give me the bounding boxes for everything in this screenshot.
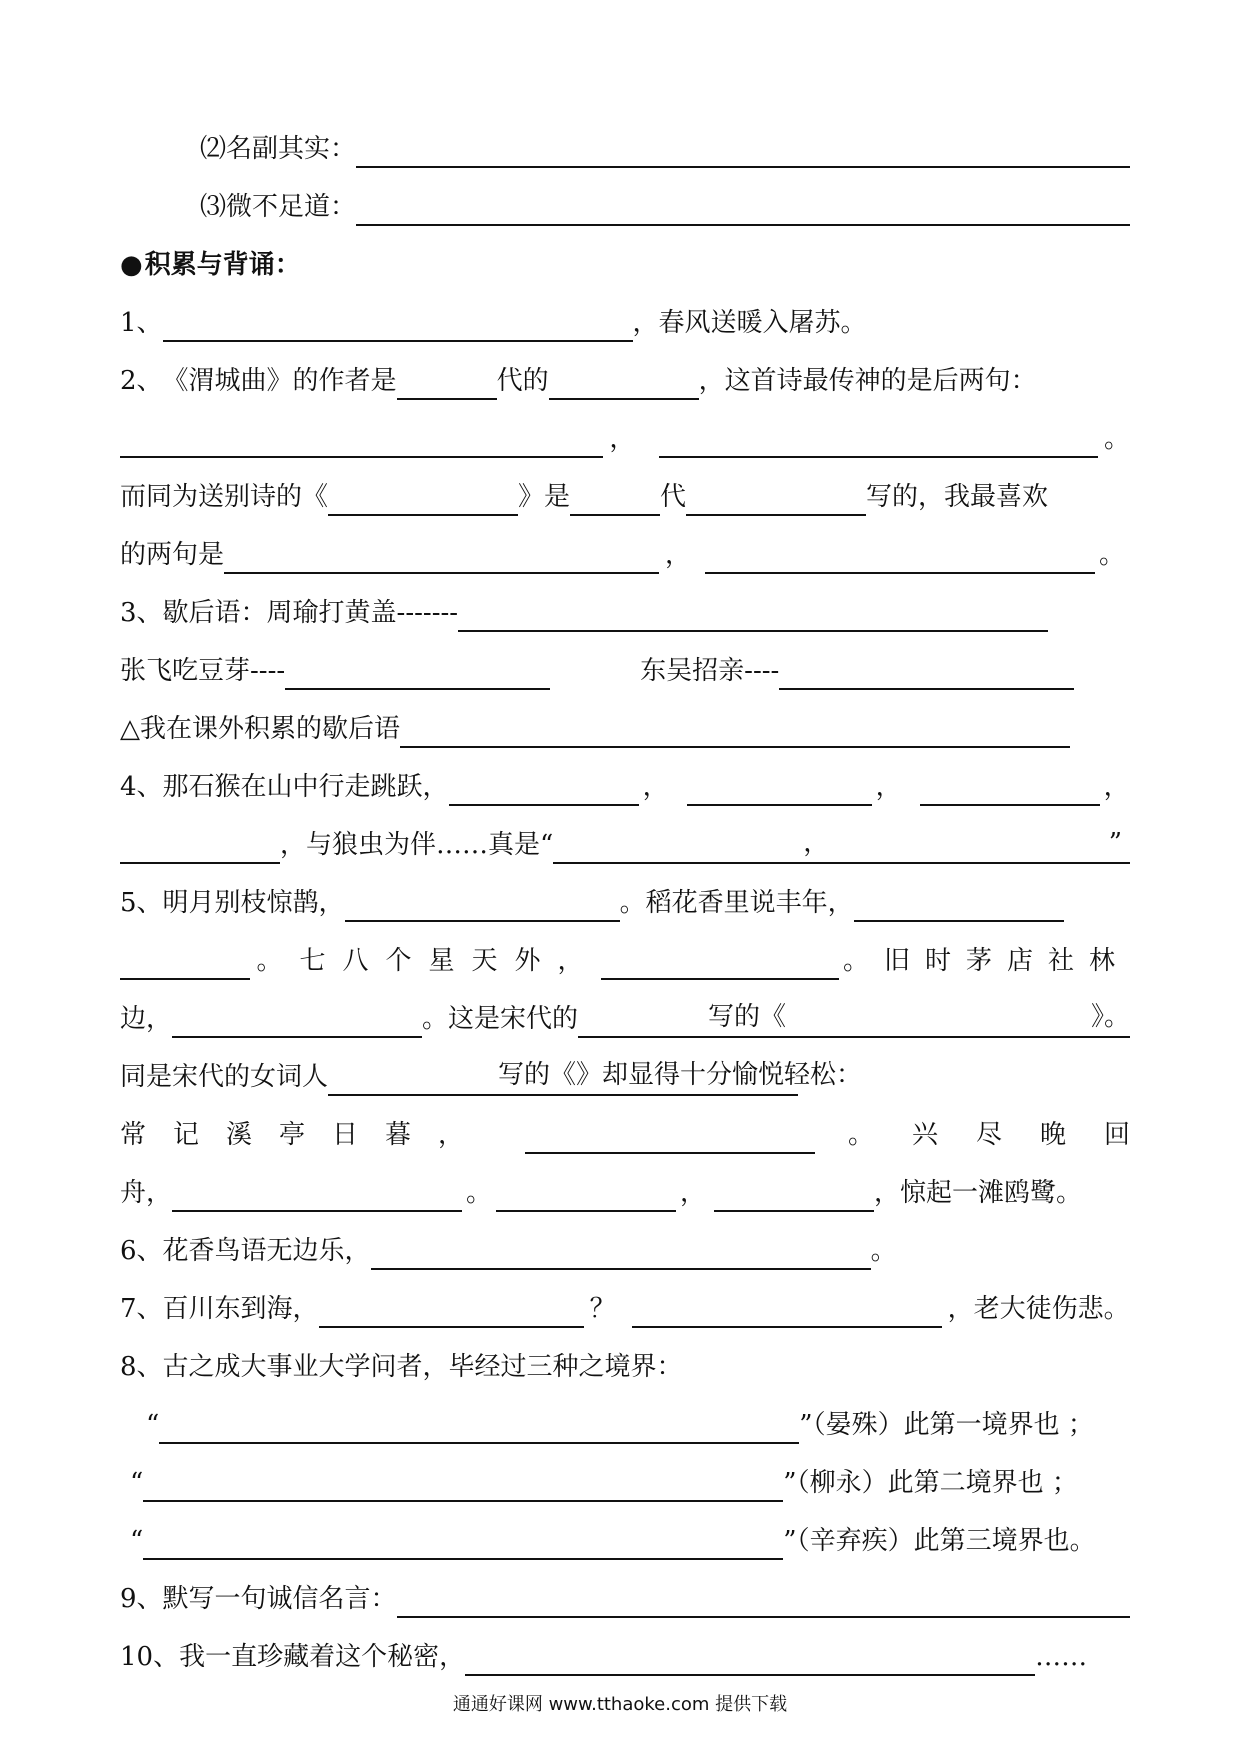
q5-text12: 常记溪亭日暮， [120, 1120, 492, 1150]
q8-blank-2[interactable] [143, 1464, 783, 1502]
q8-line1 [120, 1336, 1130, 1386]
q5-text15: 。 [466, 1178, 493, 1208]
q4-blank-3[interactable] [920, 768, 1100, 806]
q1-blank[interactable] [163, 304, 633, 342]
q2-line2 [120, 408, 1130, 458]
line-item3 [120, 176, 1130, 226]
q6-text1: 花香鸟语无边乐， [162, 1236, 371, 1266]
q2-period2: 。 [1099, 540, 1126, 570]
q3-text4: △我在课外积累的歇后语 [120, 714, 400, 744]
q10-ellipsis: …… [1035, 1642, 1088, 1672]
q2-text7: 写的，我最喜欢 [866, 482, 1049, 512]
q5-text14: 舟， [120, 1178, 173, 1208]
q8-blank-1[interactable] [159, 1406, 799, 1444]
q4-line2 [120, 814, 1130, 864]
q5-text16: ， [680, 1178, 707, 1208]
q2-blank-author2[interactable] [686, 478, 866, 516]
q5-blank-7[interactable] [172, 1174, 462, 1212]
q7-text1: 百川东到海， [162, 1294, 319, 1324]
q2-blank-line2[interactable] [659, 420, 1098, 458]
item2-label: ⑵名副其实： [200, 134, 357, 164]
q4-quote-close: ” [1108, 828, 1122, 858]
q5-text17: ，惊起一滩鸥鹭。 [874, 1178, 1083, 1208]
q10-text1: 我一直珍藏着这个秘密， [179, 1642, 466, 1672]
q5-line3 [120, 988, 1130, 1038]
q8-realm3: ”（辛弃疾）此第三境界也。 [783, 1526, 1096, 1556]
q8-line3 [120, 1452, 1130, 1502]
q1-text: ，春风送暖入屠苏。 [632, 308, 867, 338]
q4-comma2: ， [875, 772, 902, 802]
q2-comma: ， [609, 424, 636, 454]
q10-line [120, 1626, 1130, 1676]
q5-text7: 写的《 [708, 1002, 787, 1032]
q2-blank-dynasty2[interactable] [570, 478, 660, 516]
q8-line2 [120, 1394, 1130, 1444]
q10-num: 10、 [120, 1642, 180, 1672]
q5-blank-title[interactable] [708, 1000, 1130, 1038]
q1-num: 1、 [120, 308, 163, 338]
q8-num: 8、 [120, 1352, 163, 1382]
q4-text2: ，与狼虫为伴……真是“ [280, 830, 554, 860]
q2-line3 [120, 466, 1130, 516]
q2-text2: 代的 [496, 366, 549, 396]
q3-blank-4[interactable] [400, 710, 1070, 748]
q3-line2 [120, 640, 1130, 690]
q3-text2: 张飞吃豆芽---- [120, 656, 286, 686]
q5-text2: 。稻花香里说丰年， [619, 888, 854, 918]
q8-line4 [120, 1510, 1130, 1560]
q2-blank-line1[interactable] [120, 420, 603, 458]
q6-num: 6、 [120, 1236, 163, 1266]
q5-line6 [120, 1162, 1130, 1212]
q2-blank-author[interactable] [549, 362, 699, 400]
q9-num: 9、 [120, 1584, 163, 1614]
q5-blank-4[interactable] [601, 942, 839, 980]
q2-blank-poem[interactable] [328, 478, 518, 516]
q4-blank-quote[interactable] [553, 826, 1130, 864]
q5-text8: 》。 [1090, 1002, 1130, 1032]
q1-line [120, 292, 1130, 342]
q2-comma2: ， [665, 540, 692, 570]
q5-blank-author[interactable] [578, 1000, 708, 1038]
q5-blank-9[interactable] [714, 1174, 874, 1212]
q2-blank-dynasty[interactable] [397, 362, 497, 400]
q5-text5: 边， [120, 1004, 173, 1034]
q2-text5: 》是 [518, 482, 571, 512]
line-item2 [120, 118, 1130, 168]
q8-open-quote3: “ [130, 1526, 144, 1556]
q5-blank-5[interactable] [172, 1000, 422, 1038]
q4-comma1: ， [642, 772, 669, 802]
q7-num: 7、 [120, 1294, 163, 1324]
q6-text2: 。 [870, 1236, 897, 1266]
item2-blank[interactable] [356, 130, 1130, 168]
q3-num: 3、 [120, 598, 163, 628]
q5-text6: 。这是宋代的 [422, 1004, 579, 1034]
q9-line [120, 1568, 1130, 1618]
q2-period: 。 [1103, 424, 1130, 454]
q2-blank-fav2[interactable] [705, 536, 1095, 574]
q2-blank-fav1[interactable] [224, 536, 659, 574]
q5-text3: 。七八个星天外， [256, 946, 601, 976]
heading-text: 积累与背诵： [144, 250, 301, 280]
q2-text6: 代 [660, 482, 687, 512]
q8-blank-3[interactable] [143, 1522, 783, 1560]
q8-realm1: ”（晏殊）此第一境界也 ； [799, 1410, 1094, 1440]
q3-blank-2[interactable] [285, 652, 550, 690]
q6-line [120, 1220, 1130, 1270]
q3-text3: 东吴招亲---- [640, 656, 780, 686]
q5-text13: 。兴尽晚回 [847, 1120, 1168, 1150]
q9-blank[interactable] [397, 1580, 1130, 1618]
q5-blank-8[interactable] [496, 1174, 676, 1212]
q2-text3: ，这首诗最传神的是后两句： [698, 366, 1037, 396]
q5-blank-2[interactable] [854, 884, 1064, 922]
q3-line1 [120, 582, 1130, 632]
q4-line1 [120, 756, 1130, 806]
q5-line1 [120, 872, 1130, 922]
q4-text1: 那石猴在山中行走跳跃， [162, 772, 449, 802]
q5-text9: 同是宋代的女词人 [120, 1062, 329, 1092]
q7-blank-1[interactable] [319, 1290, 584, 1328]
q3-line3 [120, 698, 1130, 748]
q7-blank-2[interactable] [632, 1290, 942, 1328]
item3-blank[interactable] [356, 188, 1130, 226]
q4-blank-4[interactable] [120, 826, 280, 864]
q10-blank[interactable] [465, 1638, 1035, 1676]
q5-blank-1[interactable] [345, 884, 620, 922]
q2-line1 [120, 350, 1130, 400]
q8-open-quote2: “ [130, 1468, 144, 1498]
q5-line4 [120, 1046, 1130, 1096]
q4-num: 4、 [120, 772, 163, 802]
q7-text2: ？ [589, 1294, 616, 1324]
q8-text1: 古之成大事业大学问者，毕经过三种之境界： [162, 1352, 683, 1382]
q2-num: 2、 [120, 366, 163, 396]
q5-blank-6[interactable] [525, 1116, 815, 1154]
q5-blank-poet[interactable] [328, 1058, 863, 1096]
q7-text3: ，老大徒伤悲。 [947, 1294, 1130, 1324]
q7-line [120, 1278, 1130, 1328]
q2-text1: 《渭城曲》的作者是 [162, 366, 397, 396]
q4-comma3: ， [1103, 772, 1130, 802]
q3-text1: 歇后语：周瑜打黄盖------- [162, 598, 459, 628]
q2-text4: 而同为送别诗的《 [120, 482, 329, 512]
q5-line2 [120, 930, 1130, 980]
q8-realm2: ”（柳永）此第二境界也 ； [783, 1468, 1078, 1498]
q9-text1: 默写一句诚信名言： [162, 1584, 397, 1614]
bullet-icon: ● [120, 250, 143, 280]
q5-text11: 》却显得十分愉悦轻松： [576, 1060, 863, 1090]
q4-blank-2[interactable] [687, 768, 872, 806]
q4-quote-comma: ， [803, 828, 830, 858]
section-heading [120, 234, 1130, 284]
q4-blank-1[interactable] [449, 768, 639, 806]
q8-open-quote1: “ [146, 1410, 160, 1440]
q2-line4 [120, 524, 1130, 574]
q3-blank-3[interactable] [779, 652, 1074, 690]
q5-num: 5、 [120, 888, 163, 918]
q2-text8: 的两句是 [120, 540, 225, 570]
q5-blank-3[interactable] [120, 942, 250, 980]
page-footer: 通通好课网 www.tthaoke.com 提供下载 [452, 1694, 788, 1715]
q5-text10: 写的《 [498, 1060, 577, 1090]
q5-text4: 。旧时茅店社林 [842, 946, 1130, 976]
q5-line5 [120, 1104, 1168, 1154]
item3-label: ⑶微不足道： [200, 192, 357, 222]
q3-blank-1[interactable] [458, 594, 1048, 632]
q6-blank[interactable] [371, 1232, 871, 1270]
q5-text1: 明月别枝惊鹊， [162, 888, 345, 918]
